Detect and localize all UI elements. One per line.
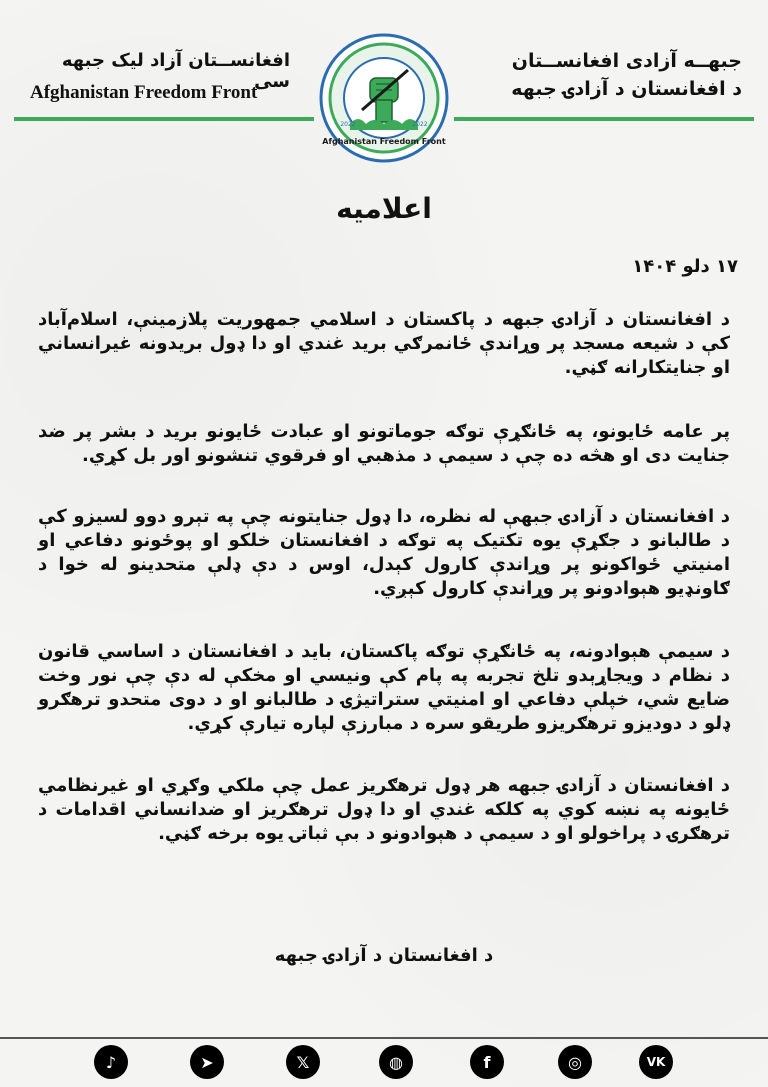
- instagram-icon[interactable]: ◎: [558, 1045, 592, 1079]
- header-left-english-title: Afghanistan Freedom Front: [30, 82, 258, 103]
- footer-divider: [0, 1037, 768, 1039]
- logo-year-left: 2022: [340, 121, 356, 128]
- vk-icon[interactable]: VK: [639, 1045, 673, 1079]
- paragraph-3: د افغانستان د آزادۍ جبهې له نظره، دا ډول جنایتونه چې په تېرو دوو لسیزو کې د طالبانو د جګړې یوه تکتیک په توګه د افغانستان خلکو او پوځونو دفاعي او امنیتي ځواکونو پر وړاندې کارول کېدل، اوس د دې ډلې متحدینو له خوا د ګاونډیو هېوادونو پر وړاندې کارول کېږي.: [38, 506, 730, 599]
- paragraph-4: د سیمې هېوادونه، په ځانګړې توګه پاکستان، باید د افغانستان د اساسي قانون د نظام د ویجاړېدو تلخ تجربه په پام کې ونیسي او مخکې له دې چې نور وخت ضایع شي، خپلې دفاعي او امنیتي ستراتیژۍ د طالبانو او د دوی متحدو ترهګرو ډلو د دودیزو ترهګریزو طریقو سره د مبارزې لپاره تیارې کړي.: [38, 641, 730, 734]
- social-links-bar: [94, 1045, 694, 1081]
- header-left-title: افغانســتان آزاد لیک جبهه سی: [61, 50, 290, 92]
- tiktok-icon[interactable]: ♪: [94, 1045, 128, 1079]
- x-icon[interactable]: 𝕏: [286, 1045, 320, 1079]
- header-divider-right: [454, 117, 754, 121]
- announcement-date: ۱۷ دلو ۱۴۰۴: [632, 256, 738, 277]
- header-right-title: جبهــه آزادی افغانســتان: [511, 50, 742, 72]
- logo-english-text: Afghanistan Freedom Front: [322, 137, 446, 146]
- paragraph-1: د افغانستان د آزادۍ جبهه د پاکستان د اسلامي جمهوریت پلازمینې، اسلام‌آباد کې د شیعه مسجد پر وړاندې ځانمرګي برید غندي او دا ډول بریدونه غیرانساني او جنایتکارانه ګڼي.: [38, 309, 730, 378]
- announcement-title: اعلامیه: [336, 192, 432, 225]
- telegram-icon[interactable]: ➤: [190, 1045, 224, 1079]
- signature: د افغانستان د آزادۍ جبهه: [274, 945, 494, 966]
- header-divider-left: [14, 117, 314, 121]
- paragraph-5: د افغانستان د آزادۍ جبهه هر ډول ترهګریز عمل چې ملکي وګړي او غیرنظامي ځایونه په نښه کوي په کلکه غندي او دا ډول ترهګریز او ضدانساني اقدامات د ترهګرۍ د پراخولو او د سیمې د هېوادونو د بې ثباتۍ یوه برخه ګڼي.: [38, 775, 730, 844]
- header-right-subtitle: د افغانستان د آزادۍ جبهه: [511, 78, 742, 100]
- facebook-icon[interactable]: f: [470, 1045, 504, 1079]
- globe-icon[interactable]: ◍: [379, 1045, 413, 1079]
- paragraph-2: پر عامه ځایونو، په ځانګړې توګه جوماتونو او عبادت ځایونو برید د بشر پر ضد جنایت دی او هڅه ده چې د سیمې د مذهبي او فرقوي تنشونو اور بل کړي.: [38, 421, 730, 466]
- logo-year-right: 2022: [412, 121, 428, 128]
- afghanistan-freedom-front-logo: [318, 32, 450, 164]
